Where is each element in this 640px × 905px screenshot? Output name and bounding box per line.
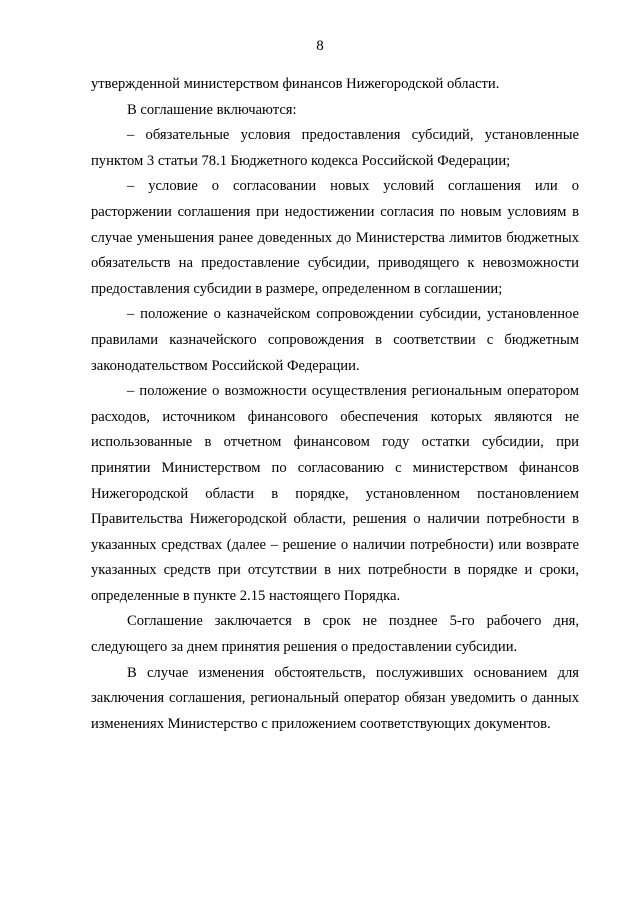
paragraph-change-notification: В случае изменения обстоятельств, послуживших основанием для заключения соглашения, региональный оператор обязан уведомить о данных изменениях Министерство с приложением соответствующих документов. bbox=[91, 664, 579, 732]
list-item-unused-balances: – положение о возможности осуществления региональным оператором расходов, источником финансового обеспечения которых являются не использованные в отчетном финансовом году остатки субсидии, при принятии Министерством по согласованию с министерством финансов Нижегородской области в порядке, установленном постановлением Правительства Нижегородской области, решения о наличии потребности в указанных средствах (далее – решение о наличии потребности) или возврате указанных средств при отсутствии в них потребности в порядке и сроки, определенные в пункте 2.15 настоящего Порядка. bbox=[91, 383, 579, 604]
page-number: 8 bbox=[316, 38, 324, 54]
list-item-treasury-support: – положение о казначейском сопровождении субсидии, установленное правилами казначейского сопровождения в соответствии с бюджетным законодательством Российской Федерации. bbox=[91, 306, 579, 374]
paragraph-agreement-deadline: Соглашение заключается в срок не позднее 5-го рабочего дня, следующего за днем принятия решения о предоставлении субсидии. bbox=[91, 613, 579, 656]
paragraph-continuation: утвержденной министерством финансов Нижегородской области. bbox=[91, 76, 500, 92]
document-body bbox=[91, 72, 579, 737]
paragraph-agreement-includes: В соглашение включаются: bbox=[127, 101, 297, 118]
list-item-agreement-termination: – условие о согласовании новых условий соглашения или о расторжении соглашения при недостижении согласия по новым условиям в случае уменьшения ранее доведенных до Министерства лимитов бюджетных обязательств на предоставление субсидии, приводящего к невозможности предоставления субсидии в размере, определенном в соглашении; bbox=[91, 178, 579, 297]
list-item-mandatory-conditions: – обязательные условия предоставления субсидий, установленные пунктом 3 статьи 78.1 Бюджетного кодекса Российской Федерации; bbox=[91, 127, 579, 169]
